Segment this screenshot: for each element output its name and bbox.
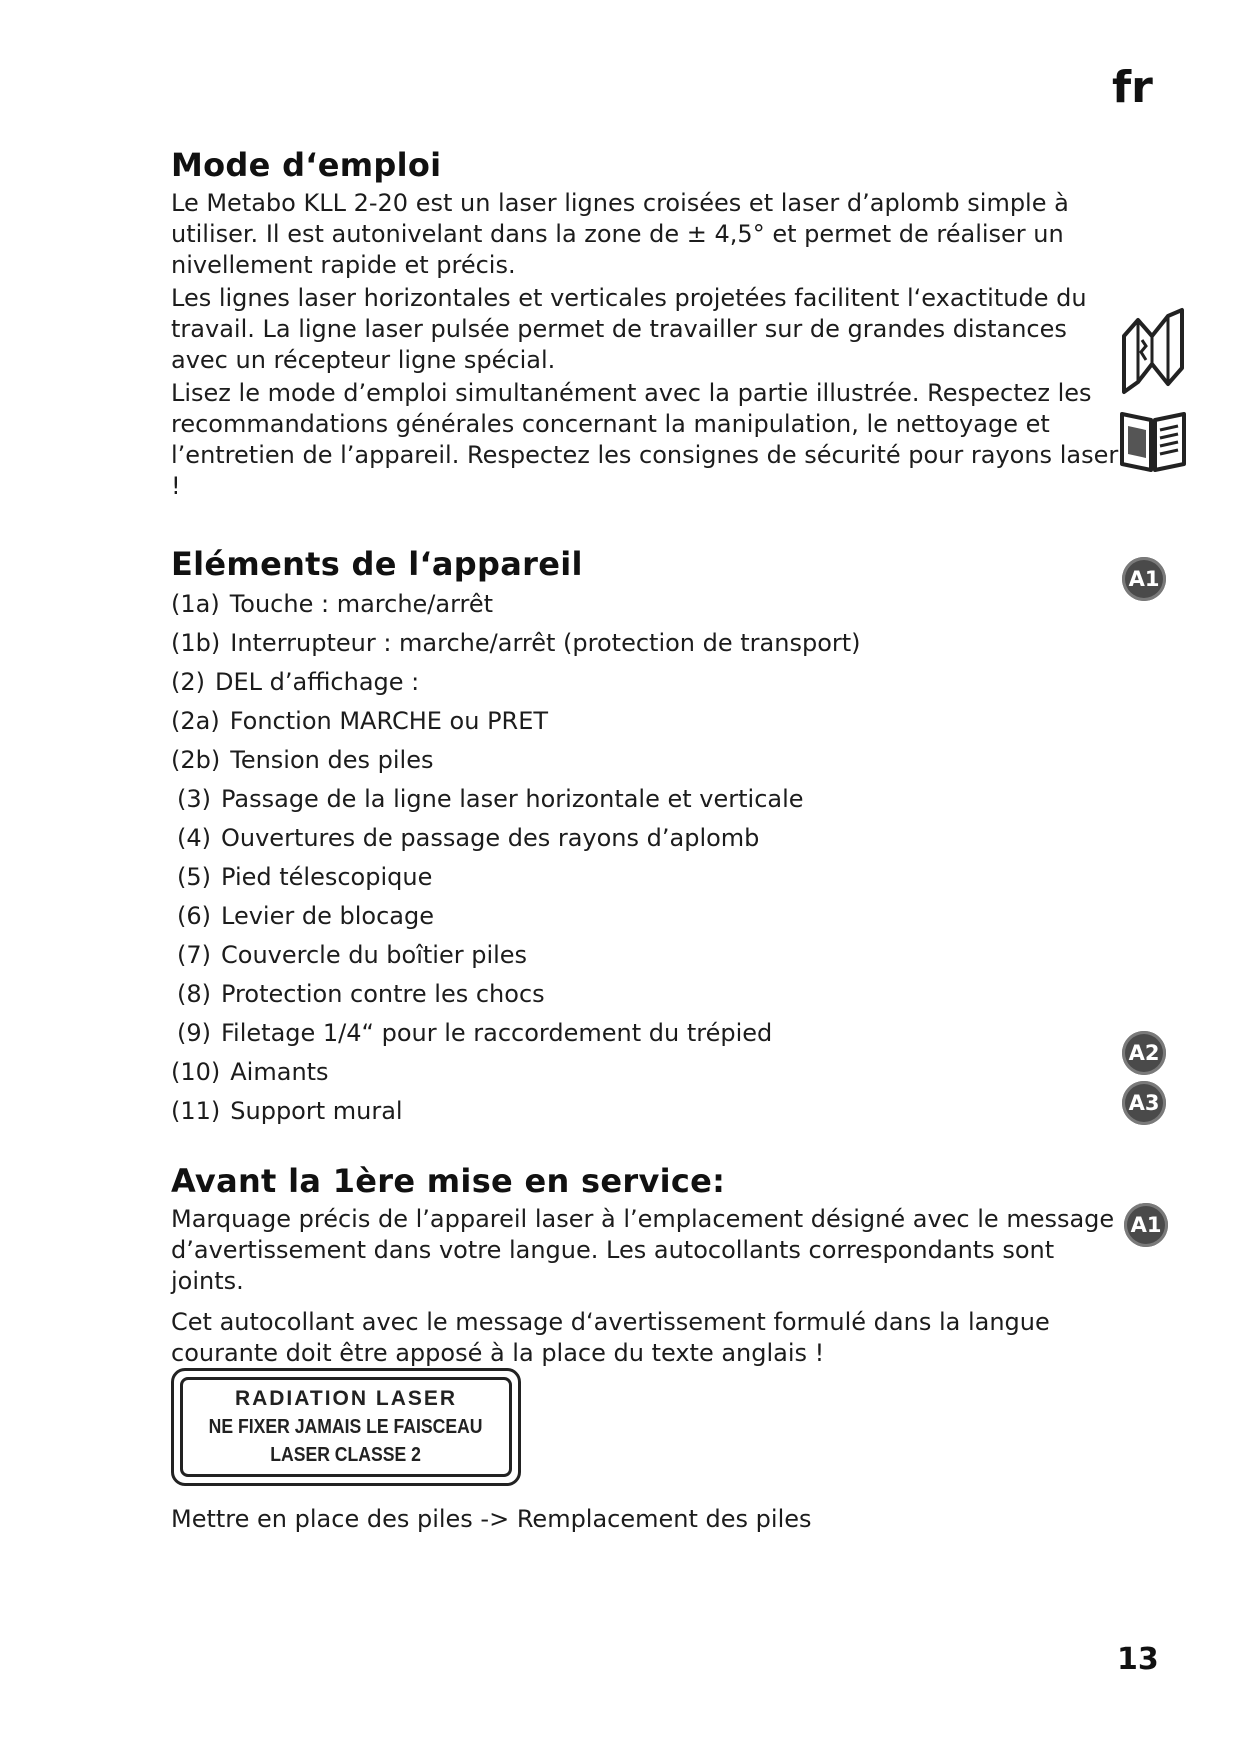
figure-badge-a2: A2 bbox=[1122, 1031, 1166, 1075]
item-text: Support mural bbox=[230, 1097, 403, 1125]
label-line: NE FIXER JAMAIS LE FAISCEAU bbox=[209, 1416, 483, 1438]
list-item bbox=[171, 624, 1131, 663]
list-item bbox=[171, 741, 1131, 780]
list-item bbox=[171, 858, 1131, 897]
item-number: (5) bbox=[177, 863, 211, 891]
section-mode-emploi bbox=[171, 146, 1131, 502]
item-number: (3) bbox=[177, 785, 211, 813]
folded-map-icon bbox=[1118, 306, 1188, 396]
item-text: Tension des piles bbox=[230, 746, 434, 774]
list-item bbox=[171, 780, 1131, 819]
page-number: 13 bbox=[1117, 1642, 1159, 1677]
label-line: RADIATION LASER bbox=[234, 1387, 458, 1410]
item-number: (9) bbox=[177, 1019, 211, 1047]
item-number: (8) bbox=[177, 980, 211, 1008]
elements-list bbox=[171, 585, 1131, 1131]
section-avant-service bbox=[171, 1162, 1131, 1369]
item-text: Passage de la ligne laser horizontale et verticale bbox=[221, 785, 804, 813]
item-number: (2) bbox=[171, 668, 205, 696]
list-item bbox=[171, 1014, 1131, 1053]
item-number: (6) bbox=[177, 902, 211, 930]
section-title: Eléments de l‘appareil bbox=[171, 545, 583, 583]
item-text: Interrupteur : marche/arrêt (protection de transport) bbox=[230, 629, 861, 657]
item-number: (4) bbox=[177, 824, 211, 852]
item-text: Couvercle du boîtier piles bbox=[221, 941, 528, 969]
list-item bbox=[171, 975, 1131, 1014]
paragraph: Cet autocollant avec le message d‘avertissement formulé dans la langue courante doit être apposé à la place du texte anglais ! bbox=[171, 1308, 1050, 1367]
laser-warning-label-inner bbox=[180, 1377, 512, 1477]
section-title: Avant la 1ère mise en service: bbox=[171, 1162, 726, 1200]
item-number: (7) bbox=[177, 941, 211, 969]
list-item bbox=[171, 819, 1131, 858]
item-text: Aimants bbox=[230, 1058, 329, 1086]
section-elements bbox=[171, 545, 1131, 1131]
battery-note: Mettre en place des piles -> Remplacement des piles bbox=[171, 1505, 812, 1533]
list-item bbox=[171, 936, 1131, 975]
list-item bbox=[171, 585, 1131, 624]
item-text: Pied télescopique bbox=[221, 863, 433, 891]
open-book-icon bbox=[1118, 406, 1188, 476]
item-text: Ouvertures de passage des rayons d’aplomb bbox=[221, 824, 760, 852]
item-number: (2b) bbox=[171, 746, 221, 774]
item-number: (1a) bbox=[171, 590, 220, 618]
item-number: (2a) bbox=[171, 707, 220, 735]
figure-badge-a1: A1 bbox=[1122, 557, 1166, 601]
laser-warning-label bbox=[171, 1368, 521, 1486]
language-code: fr bbox=[1112, 62, 1153, 113]
list-item bbox=[171, 1053, 1131, 1092]
item-number: (11) bbox=[171, 1097, 221, 1125]
item-text: DEL d’affichage : bbox=[215, 668, 420, 696]
paragraph: Les lignes laser horizontales et verticales projetées facilitent l‘exactitude du travail. La ligne laser pulsée permet de travailler sur de grandes distances avec un récepteur ligne spécial. bbox=[171, 284, 1087, 374]
paragraph: Le Metabo KLL 2-20 est un laser lignes croisées et laser d’aplomb simple à utiliser. Il est autonivelant dans la zone de ± 4,5° et permet de réaliser un nivellement rapide et précis. bbox=[171, 189, 1069, 279]
section-title: Mode d‘emploi bbox=[171, 146, 442, 184]
list-item bbox=[171, 897, 1131, 936]
item-text: Levier de blocage bbox=[221, 902, 434, 930]
figure-badge-a3: A3 bbox=[1122, 1081, 1166, 1125]
label-line: LASER CLASSE 2 bbox=[270, 1444, 422, 1466]
paragraph: Marquage précis de l’appareil laser à l’emplacement désigné avec le message d’avertissement dans votre langue. Les autocollants correspondants sont joints. bbox=[171, 1205, 1115, 1295]
paragraph: Lisez le mode d’emploi simultanément avec la partie illustrée. Respectez les recommandations générales concernant la manipulation, le nettoyage et l’entretien de l’appareil. Respectez les consignes de sécurité pour rayons laser ! bbox=[171, 379, 1119, 500]
item-text: Protection contre les chocs bbox=[221, 980, 545, 1008]
list-item bbox=[171, 702, 1131, 741]
figure-badge-a1: A1 bbox=[1124, 1203, 1168, 1247]
item-text: Fonction MARCHE ou PRET bbox=[229, 707, 549, 735]
item-text: Filetage 1/4“ pour le raccordement du trépied bbox=[221, 1019, 773, 1047]
list-item bbox=[171, 663, 1131, 702]
list-item bbox=[171, 1092, 1131, 1131]
item-number: (1b) bbox=[171, 629, 221, 657]
item-text: Touche : marche/arrêt bbox=[229, 590, 494, 618]
item-number: (10) bbox=[171, 1058, 221, 1086]
